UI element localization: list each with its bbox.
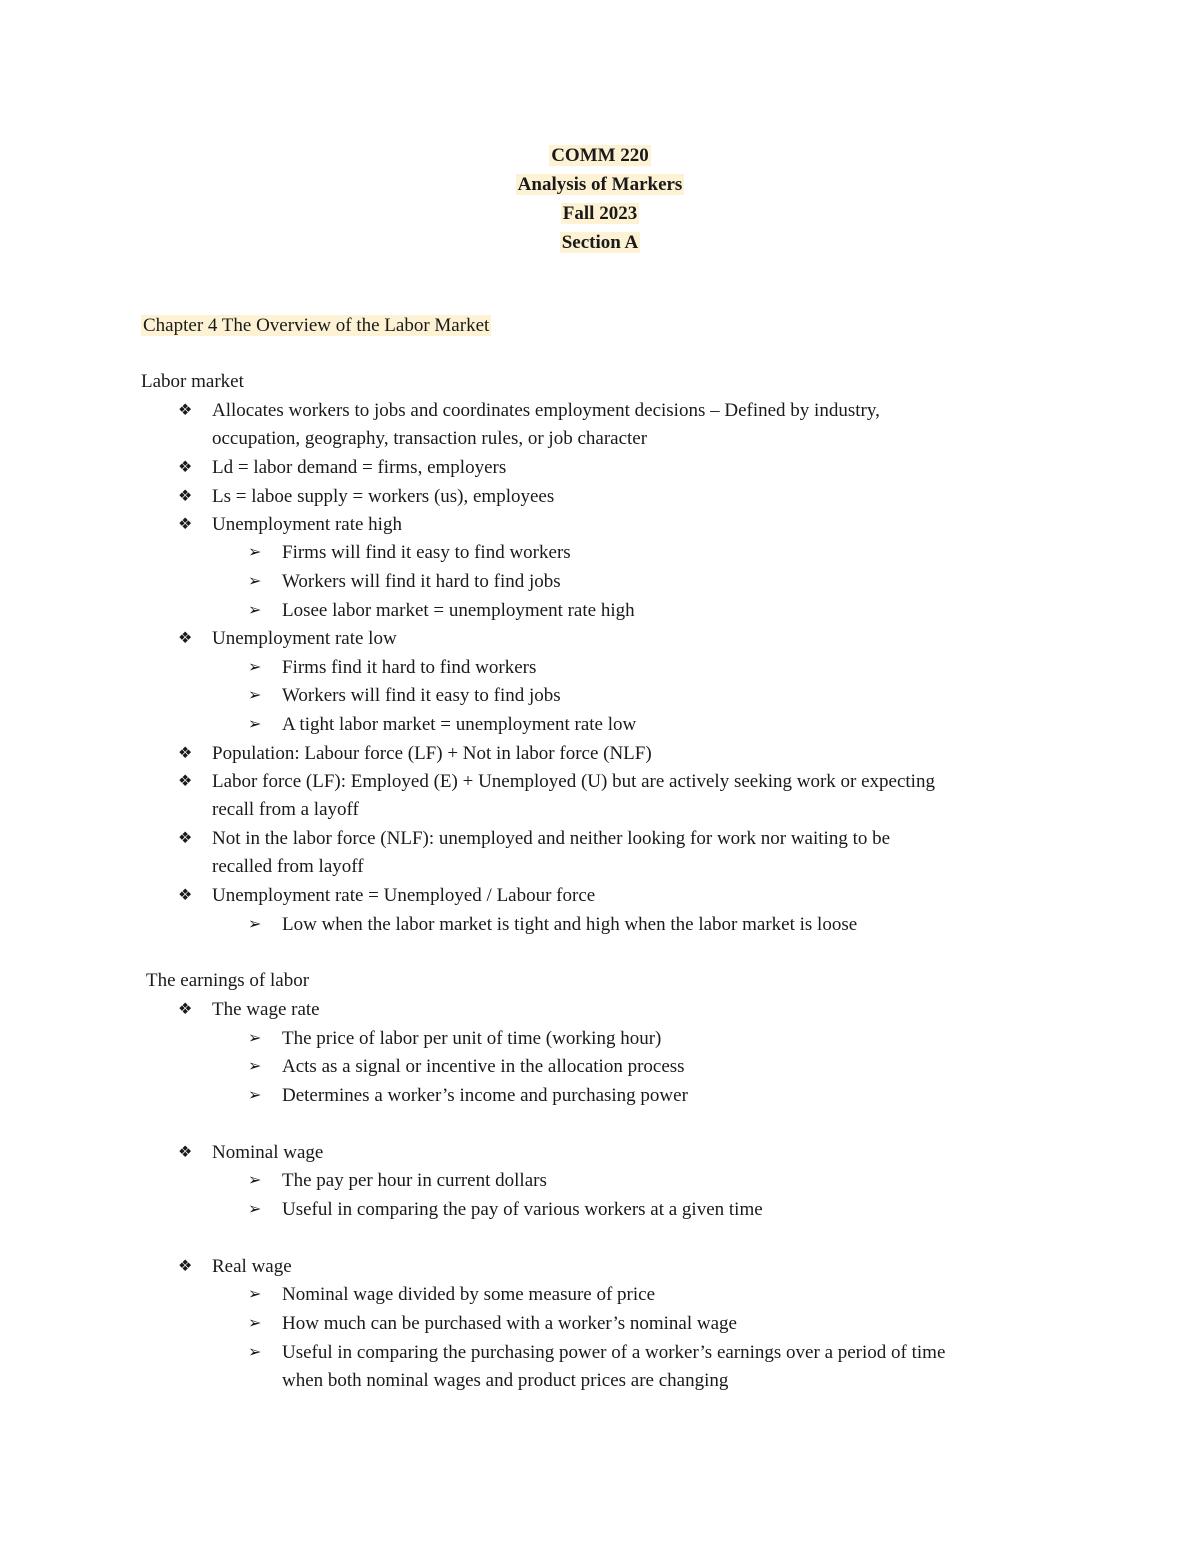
sub-list-item: Useful in comparing the pay of various workers at a given time [282,1199,763,1220]
earnings-heading: The earnings of labor [146,970,310,991]
diamond-bullet-icon: ❖ [178,1144,193,1161]
list-item: Allocates workers to jobs and coordinates employment decisions – Defined by industry, [212,400,880,421]
arrowhead-bullet-icon: ➢ [248,1286,262,1303]
diamond-bullet-icon: ❖ [178,630,193,647]
sub-list-item: A tight labor market = unemployment rate low [282,714,637,735]
sub-list-item: Acts as a signal or incentive in the allocation process [282,1056,685,1077]
list-item: Nominal wage [212,1142,324,1163]
diamond-bullet-icon: ❖ [178,773,193,790]
sub-list-item: Determines a worker’s income and purchasing power [282,1085,688,1106]
arrowhead-bullet-icon: ➢ [248,1344,262,1361]
arrowhead-bullet-icon: ➢ [248,716,262,733]
diamond-bullet-icon: ❖ [178,488,193,505]
list-item: Ld = labor demand = firms, employers [212,457,507,478]
sub-list-item: Workers will find it hard to find jobs [282,571,561,592]
sub-list-item: Nominal wage divided by some measure of price [282,1284,656,1305]
list-item: Real wage [212,1256,292,1277]
diamond-bullet-icon: ❖ [178,830,193,847]
sub-list-item: Losee labor market = unemployment rate high [282,600,635,621]
sub-list-item: The price of labor per unit of time (working hour) [282,1028,662,1049]
diamond-bullet-icon: ❖ [178,1258,193,1275]
sub-list-item-continuation: when both nominal wages and product prices are changing [282,1370,729,1391]
sub-list-item: Firms will find it easy to find workers [282,542,571,563]
arrowhead-bullet-icon: ➢ [248,544,262,561]
chapter-title: Chapter 4 The Overview of the Labor Market [143,315,490,336]
sub-list-item: The pay per hour in current dollars [282,1170,547,1191]
diamond-bullet-icon: ❖ [178,402,193,419]
arrowhead-bullet-icon: ➢ [248,602,262,619]
document-header [0,141,1200,257]
diamond-bullet-icon: ❖ [178,745,193,762]
course-code: COMM 220 [551,145,649,166]
list-item: Population: Labour force (LF) + Not in labor force (NLF) [212,743,652,764]
diamond-bullet-icon: ❖ [178,1001,193,1018]
sub-list-item: Useful in comparing the purchasing power of a worker’s earnings over a period of time [282,1342,946,1363]
arrowhead-bullet-icon: ➢ [248,1030,262,1047]
diamond-bullet-icon: ❖ [178,887,193,904]
diamond-bullet-icon: ❖ [178,459,193,476]
sub-list-item: Workers will find it easy to find jobs [282,685,561,706]
arrowhead-bullet-icon: ➢ [248,1087,262,1104]
sub-list-item: How much can be purchased with a worker’s nominal wage [282,1313,737,1334]
diamond-bullet-icon: ❖ [178,516,193,533]
arrowhead-bullet-icon: ➢ [248,573,262,590]
arrowhead-bullet-icon: ➢ [248,1315,262,1332]
labor-market-heading: Labor market [141,371,244,392]
term: Fall 2023 [562,203,638,224]
list-item-continuation: occupation, geography, transaction rules, or job character [212,428,648,449]
arrowhead-bullet-icon: ➢ [248,1201,262,1218]
list-item-continuation: recalled from layoff [212,856,364,877]
arrowhead-bullet-icon: ➢ [248,659,262,676]
list-item-continuation: recall from a layoff [212,799,359,820]
arrowhead-bullet-icon: ➢ [248,916,262,933]
section: Section A [561,232,639,253]
sub-list-item: Low when the labor market is tight and high when the labor market is loose [282,914,858,935]
list-item: Unemployment rate high [212,514,402,535]
list-item: Unemployment rate low [212,628,397,649]
arrowhead-bullet-icon: ➢ [248,687,262,704]
sub-list-item: Firms find it hard to find workers [282,657,537,678]
list-item: Labor force (LF): Employed (E) + Unemployed (U) but are actively seeking work or expecting [212,771,935,792]
list-item: The wage rate [212,999,320,1020]
list-item: Not in the labor force (NLF): unemployed and neither looking for work nor waiting to be [212,828,891,849]
arrowhead-bullet-icon: ➢ [248,1058,262,1075]
arrowhead-bullet-icon: ➢ [248,1172,262,1189]
course-title: Analysis of Markers [517,174,683,195]
list-item: Unemployment rate = Unemployed / Labour force [212,885,596,906]
list-item: Ls = laboe supply = workers (us), employees [212,486,555,507]
